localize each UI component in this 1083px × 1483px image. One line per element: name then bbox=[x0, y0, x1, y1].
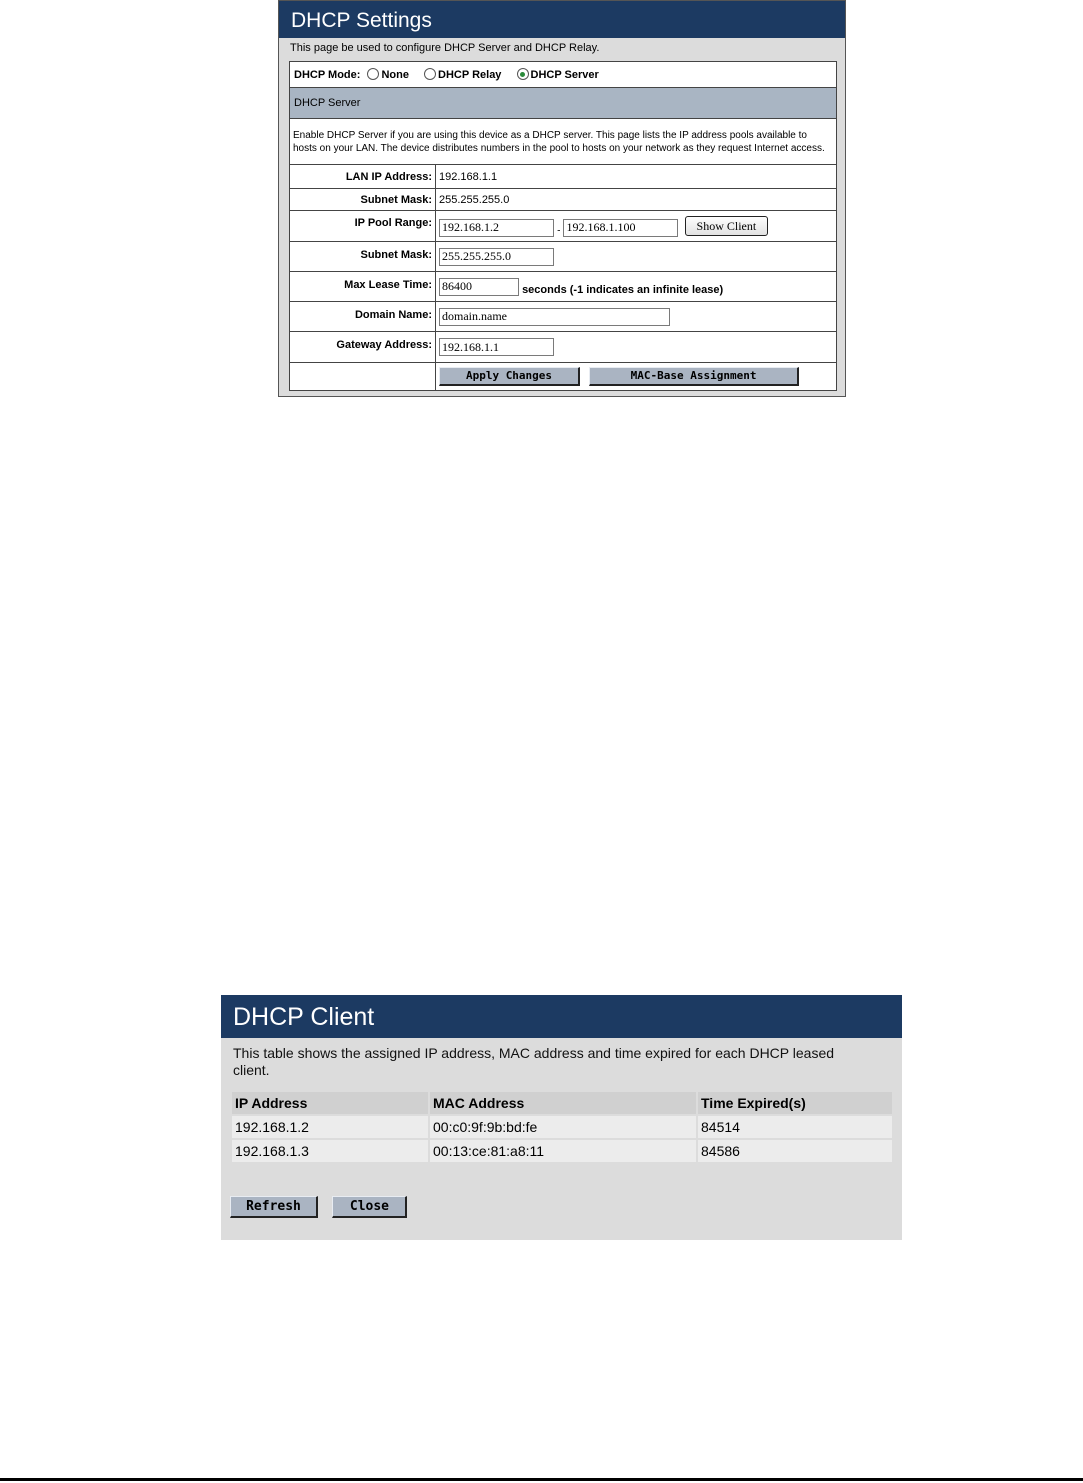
subnet-mask-label: Subnet Mask: bbox=[290, 189, 436, 211]
show-client-button[interactable]: Show Client bbox=[685, 216, 769, 236]
table-header-row bbox=[232, 1092, 892, 1114]
radio-none-label: None bbox=[381, 69, 409, 81]
radio-dhcp-relay[interactable] bbox=[424, 69, 501, 81]
radio-relay-label: DHCP Relay bbox=[438, 69, 502, 81]
max-lease-input[interactable] bbox=[439, 278, 519, 296]
cell-time: 84514 bbox=[698, 1116, 892, 1138]
action-buttons-cell bbox=[436, 363, 837, 391]
domain-name-label: Domain Name: bbox=[290, 302, 436, 332]
apply-changes-button[interactable]: Apply Changes bbox=[439, 367, 580, 386]
gateway-label: Gateway Address: bbox=[290, 332, 436, 363]
page-description: This page be used to configure DHCP Server and DHCP Relay. bbox=[290, 42, 600, 54]
refresh-button[interactable]: Refresh bbox=[230, 1196, 318, 1218]
ip-pool-row bbox=[436, 211, 837, 242]
client-buttons bbox=[230, 1196, 407, 1218]
subnet-mask-input[interactable] bbox=[439, 248, 554, 266]
table-row bbox=[232, 1116, 892, 1138]
subnet-mask2-label: Subnet Mask: bbox=[290, 242, 436, 272]
subnet-mask2-cell bbox=[436, 242, 837, 272]
lan-ip-label: LAN IP Address: bbox=[290, 165, 436, 189]
cell-mac: 00:13:ce:81:a8:11 bbox=[430, 1140, 696, 1162]
pool-start-input[interactable] bbox=[439, 219, 554, 237]
pool-separator: - bbox=[557, 224, 561, 236]
max-lease-cell bbox=[436, 272, 837, 302]
cell-time: 84586 bbox=[698, 1140, 892, 1162]
lan-ip-value: 192.168.1.1 bbox=[436, 165, 837, 189]
radio-dhcp-server[interactable] bbox=[517, 69, 599, 81]
section-description: Enable DHCP Server if you are using this device as a DHCP server. This page lists the IP address pools available to hosts on your LAN. The device distributes numbers in the pool to hosts on your network as they request Internet access. bbox=[290, 119, 837, 165]
subnet-mask-value: 255.255.255.0 bbox=[436, 189, 837, 211]
ip-pool-label: IP Pool Range: bbox=[290, 211, 436, 242]
col-ip-address: IP Address bbox=[232, 1092, 428, 1114]
cell-ip: 192.168.1.2 bbox=[232, 1116, 428, 1138]
client-table bbox=[230, 1090, 894, 1164]
domain-name-input[interactable] bbox=[439, 308, 670, 326]
radio-server-label: DHCP Server bbox=[530, 69, 599, 81]
mac-base-assignment-button[interactable]: MAC-Base Assignment bbox=[589, 367, 799, 386]
gateway-input[interactable] bbox=[439, 338, 554, 356]
dhcp-settings-panel bbox=[278, 0, 846, 397]
cell-mac: 00:c0:9f:9b:bd:fe bbox=[430, 1116, 696, 1138]
client-description: This table shows the assigned IP address, MAC address and time expired for each DHCP leased client. bbox=[233, 1045, 835, 1078]
col-time-expired: Time Expired(s) bbox=[698, 1092, 892, 1114]
max-lease-label: Max Lease Time: bbox=[290, 272, 436, 302]
table-row bbox=[232, 1140, 892, 1162]
col-mac-address: MAC Address bbox=[430, 1092, 696, 1114]
cell-ip: 192.168.1.3 bbox=[232, 1140, 428, 1162]
radio-none-icon[interactable] bbox=[367, 68, 379, 80]
domain-name-cell bbox=[436, 302, 837, 332]
radio-none[interactable] bbox=[367, 69, 409, 81]
section-header: DHCP Server bbox=[290, 88, 837, 119]
empty-cell bbox=[290, 363, 436, 391]
pool-end-input[interactable] bbox=[563, 219, 678, 237]
dhcp-client-panel bbox=[221, 995, 902, 1240]
dhcp-mode-row bbox=[290, 62, 837, 88]
client-title: DHCP Client bbox=[221, 995, 902, 1038]
radio-server-icon[interactable] bbox=[517, 68, 529, 80]
close-button[interactable]: Close bbox=[332, 1196, 407, 1218]
lease-note: seconds (-1 indicates an infinite lease) bbox=[522, 283, 724, 296]
dhcp-settings-form bbox=[289, 61, 837, 391]
radio-relay-icon[interactable] bbox=[424, 68, 436, 80]
page-bottom-rule bbox=[0, 1478, 1083, 1481]
dhcp-mode-label: DHCP Mode: bbox=[294, 69, 361, 81]
gateway-cell bbox=[436, 332, 837, 363]
page-title: DHCP Settings bbox=[279, 1, 845, 38]
